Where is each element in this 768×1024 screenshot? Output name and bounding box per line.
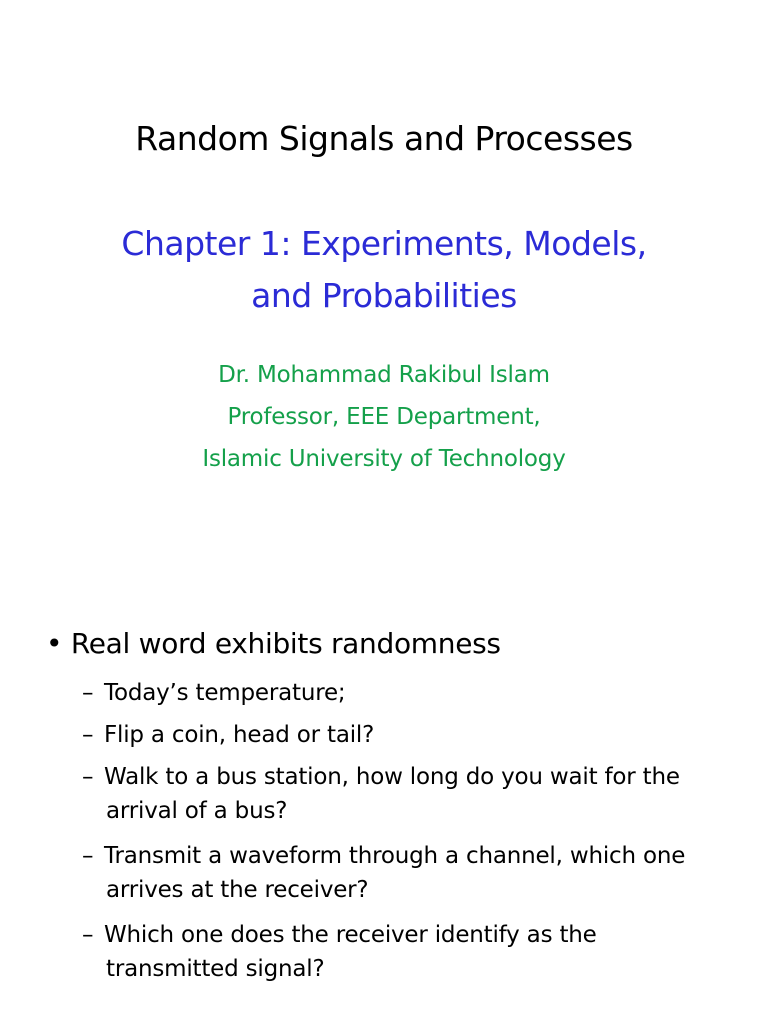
main-bullet [46, 624, 501, 664]
sub-bullet-continuation: transmitted signal? [106, 956, 325, 982]
sub-bullet-text: Transmit a waveform through a channel, which one [104, 843, 686, 869]
author-name: Dr. Mohammad Rakibul Islam [218, 362, 550, 388]
author-block [0, 358, 768, 484]
sub-bullet-text: Flip a coin, head or tail? [104, 722, 375, 748]
sub-bullet [82, 839, 685, 907]
sub-bullet-continuation: arrives at the receiver? [106, 877, 369, 903]
chapter-subtitle [0, 222, 768, 318]
author-institution: Islamic University of Technology [202, 446, 566, 472]
chapter-subtitle-line-2: and Probabilities [251, 276, 517, 315]
dash-marker: – [82, 843, 94, 869]
sub-bullet [82, 918, 597, 986]
slide-title: Random Signals and Processes [135, 119, 633, 158]
sub-bullet-text: Which one does the receiver identify as the [104, 922, 597, 948]
bullet-marker: • [46, 627, 63, 660]
dash-marker: – [82, 722, 94, 748]
chapter-subtitle-line-1: Chapter 1: Experiments, Models, [121, 224, 647, 263]
dash-marker: – [82, 680, 94, 706]
sub-bullet [82, 676, 345, 710]
sub-bullet-continuation: arrival of a bus? [106, 798, 288, 824]
dash-marker: – [82, 764, 94, 790]
sub-bullet [82, 760, 680, 828]
sub-bullet [82, 718, 374, 752]
sub-bullet-text: Walk to a bus station, how long do you wait for the [104, 764, 680, 790]
author-position: Professor, EEE Department, [227, 404, 541, 430]
dash-marker: – [82, 922, 94, 948]
sub-bullet-text: Today’s temperature; [104, 680, 346, 706]
main-bullet-text: Real word exhibits randomness [70, 627, 501, 660]
